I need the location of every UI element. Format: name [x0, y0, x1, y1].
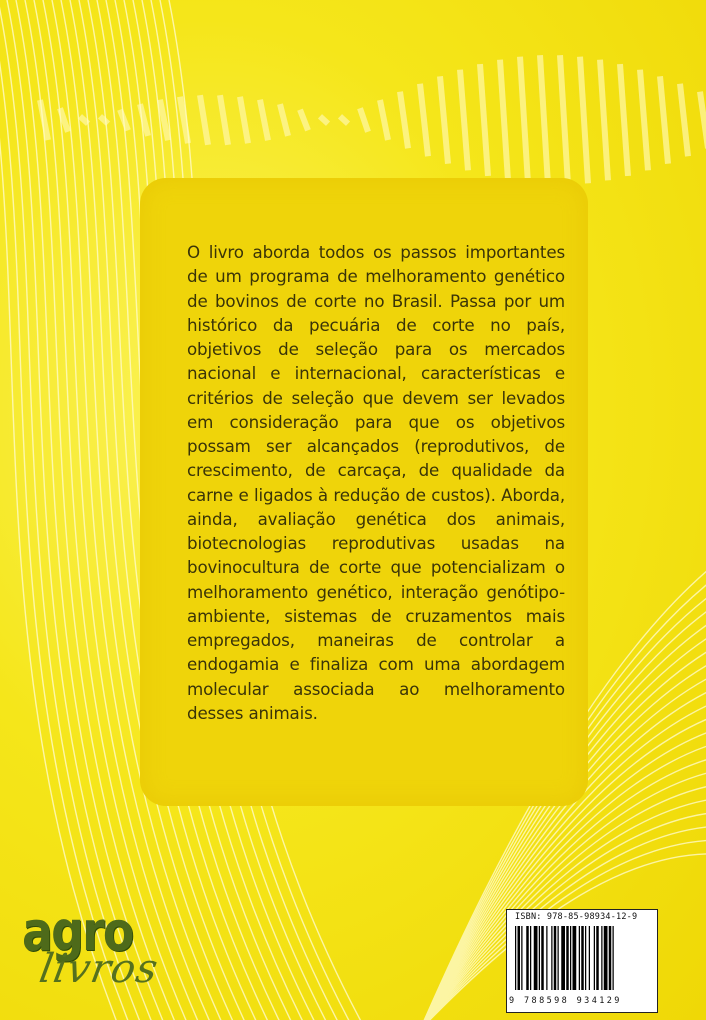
barcode-bar	[604, 926, 608, 990]
barcode-bar	[585, 926, 586, 990]
barcode-number: 9 788598 934129	[509, 996, 622, 1006]
dna-rung	[440, 76, 448, 163]
barcode-bar	[561, 926, 565, 990]
dna-rung	[580, 57, 588, 184]
dna-rung	[600, 60, 608, 181]
dna-rung	[660, 76, 668, 163]
dna-rung	[540, 55, 548, 185]
dna-rung	[320, 116, 328, 123]
barcode-bar	[518, 926, 521, 990]
barcode-bar	[526, 926, 529, 990]
barcode-bar	[613, 926, 614, 990]
barcode-bar	[534, 926, 538, 990]
barcode-bar	[601, 926, 602, 990]
publisher-logo	[18, 900, 168, 1005]
dna-rung	[260, 100, 268, 141]
dna-rung	[360, 108, 368, 131]
barcode-bar	[581, 926, 584, 990]
barcode-bar	[594, 926, 595, 990]
left-curve-line	[7, 0, 155, 1020]
dna-rung	[620, 64, 628, 176]
dna-rung	[340, 116, 348, 123]
dna-rung	[680, 84, 688, 157]
dna-rung	[640, 70, 648, 171]
book-description: O livro aborda todos os passos importantes de um programa de melhoramento genético de bovinos de corte no Brasil. Passa por um histórico da pecuária de corte no país, objetivos de seleção para os mercados nacional e internacional, características e critérios de seleção que devem ser levados em consideração para que os objetivos possam ser alcançados (reprodutivos, de crescimento, de carcaça, de qualidade da carne e ligados à redução de custos). Aborda, ainda, avaliação genética dos animais, biotecnologias reprodutivas usadas na bovinocultura de corte que potencializam o melhoramento genético, interação genótipo-ambiente, sistemas de cruzamentos mais empregados, maneiras de controlar a endogamia e finaliza com uma abordagem molecular associada ao melhoramento desses animais.	[187, 242, 565, 723]
dna-rung	[100, 116, 108, 123]
barcode-bar	[596, 926, 599, 990]
barcode-bar	[573, 926, 577, 990]
dna-rung	[400, 92, 408, 149]
logo-agro-text: agro	[22, 900, 133, 964]
barcode-bar	[558, 926, 559, 990]
barcode-bars	[515, 926, 649, 990]
barcode-bar	[570, 926, 571, 990]
dna-rung	[300, 110, 308, 131]
isbn-label: ISBN: 978-85-98934-12-9	[515, 912, 638, 922]
dna-rung	[460, 70, 468, 171]
dna-rung	[380, 100, 388, 140]
barcode-bar	[539, 926, 540, 990]
dna-rung	[500, 60, 508, 181]
dna-rung	[200, 95, 208, 145]
barcode-bar	[609, 926, 612, 990]
logo-livros-text: livros	[35, 946, 162, 992]
dna-rung	[280, 104, 288, 136]
dna-rung	[240, 97, 248, 144]
barcode-bar	[551, 926, 552, 990]
barcode-bar	[521, 926, 522, 990]
dna-rung	[700, 92, 706, 149]
dna-rung	[420, 84, 428, 157]
dna-rung	[220, 95, 228, 145]
barcode-bar	[541, 926, 544, 990]
isbn-barcode	[506, 909, 658, 1013]
barcode-bar	[530, 926, 531, 990]
barcode-bar	[515, 926, 516, 990]
barcode-bar	[589, 926, 590, 990]
barcode-bar	[566, 926, 569, 990]
barcode-bar	[554, 926, 557, 990]
dna-rung	[560, 55, 568, 185]
barcode-bar	[579, 926, 580, 990]
barcode-bar	[546, 926, 547, 990]
dna-rung	[480, 64, 488, 176]
dna-rung	[520, 57, 528, 184]
